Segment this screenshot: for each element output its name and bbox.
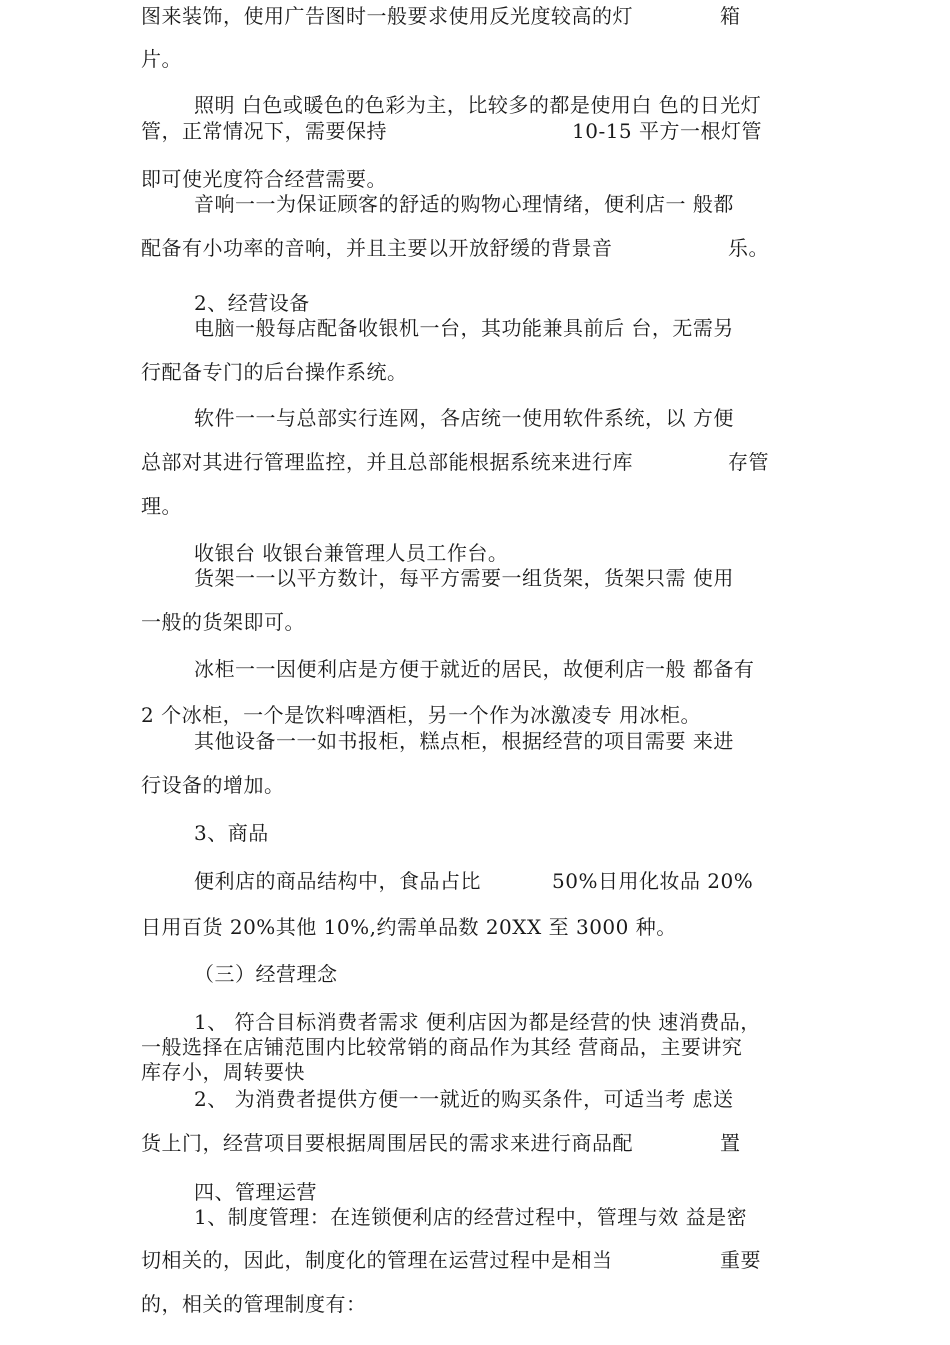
text-line: 1、制度管理：在连锁便利店的经营过程中，管理与效 益是密 xyxy=(194,1205,748,1229)
text-line: 软件一一与总部实行连网，各店统一使用软件系统，以 方便 xyxy=(194,406,734,430)
text-line: 10-15 平方一根灯管 xyxy=(572,119,763,143)
text-line: 电脑一般每店配备收银机一台，其功能兼具前后 台，无需另 xyxy=(194,316,734,340)
text-line: 行配备专门的后台操作系统。 xyxy=(141,360,408,384)
text-line: 置 xyxy=(720,1131,741,1155)
text-line: 1、 符合目标消费者需求 便利店因为都是经营的快 速消费品， xyxy=(194,1010,761,1034)
section-heading: （三）经营理念 xyxy=(194,962,338,986)
text-line: 管，正常情况下，需要保持 xyxy=(141,119,387,143)
text-line: 理。 xyxy=(141,494,182,518)
text-line: 即可使光度符合经营需要。 xyxy=(141,167,387,191)
text-line: 2、 为消费者提供方便一一就近的购买条件，可适当考 虑送 xyxy=(194,1087,734,1111)
text-line: 货架一一以平方数计，每平方需要一组货架，货架只需 使用 xyxy=(194,566,734,590)
text-line: 2 个冰柜，一个是饮料啤酒柜，另一个作为冰激凌专 用冰柜。 xyxy=(141,703,701,727)
section-heading: 四、管理运营 xyxy=(194,1180,317,1204)
text-line: 便利店的商品结构中，食品占比 xyxy=(194,869,481,893)
text-line: 行设备的增加。 xyxy=(141,773,285,797)
section-heading: 2、经营设备 xyxy=(194,291,310,315)
text-line: 一般的货架即可。 xyxy=(141,610,305,634)
text-line: 乐。 xyxy=(728,236,769,260)
text-line: 重要 xyxy=(720,1248,761,1272)
text-line: 库存小，周转要快 xyxy=(141,1060,305,1084)
text-line: 日用百货 20%其他 10%,约需单品数 20XX 至 3000 种。 xyxy=(141,915,677,939)
text-line: 配备有小功率的音响，并且主要以开放舒缓的背景音 xyxy=(141,236,613,260)
text-line: 50%日用化妆品 20% xyxy=(552,869,754,893)
section-heading: 3、商品 xyxy=(194,821,269,845)
text-line: 图来装饰，使用广告图时一般要求使用反光度较高的灯 xyxy=(141,4,633,28)
text-line: 的，相关的管理制度有： xyxy=(141,1292,367,1316)
text-line: 其他设备一一如书报柜，糕点柜，根据经营的项目需要 来进 xyxy=(194,729,734,753)
text-line: 切相关的，因此，制度化的管理在运营过程中是相当 xyxy=(141,1248,613,1272)
text-line: 冰柜一一因便利店是方便于就近的居民，故便利店一般 都备有 xyxy=(194,657,755,681)
text-line: 音响一一为保证顾客的舒适的购物心理情绪，便利店一 般都 xyxy=(194,192,734,216)
text-line: 箱 xyxy=(720,4,741,28)
text-line: 货上门，经营项目要根据周围居民的需求来进行商品配 xyxy=(141,1131,633,1155)
text-line: 照明 白色或暖色的色彩为主，比较多的都是使用白 色的日光灯 xyxy=(194,93,762,117)
text-line: 总部对其进行管理监控，并且总部能根据系统来进行库 xyxy=(141,450,633,474)
text-line: 存管 xyxy=(728,450,769,474)
text-line: 一般选择在店铺范围内比较常销的商品作为其经 营商品，主要讲究 xyxy=(141,1035,743,1059)
text-line: 收银台 收银台兼管理人员工作台。 xyxy=(194,541,509,565)
text-line: 片。 xyxy=(141,47,182,71)
